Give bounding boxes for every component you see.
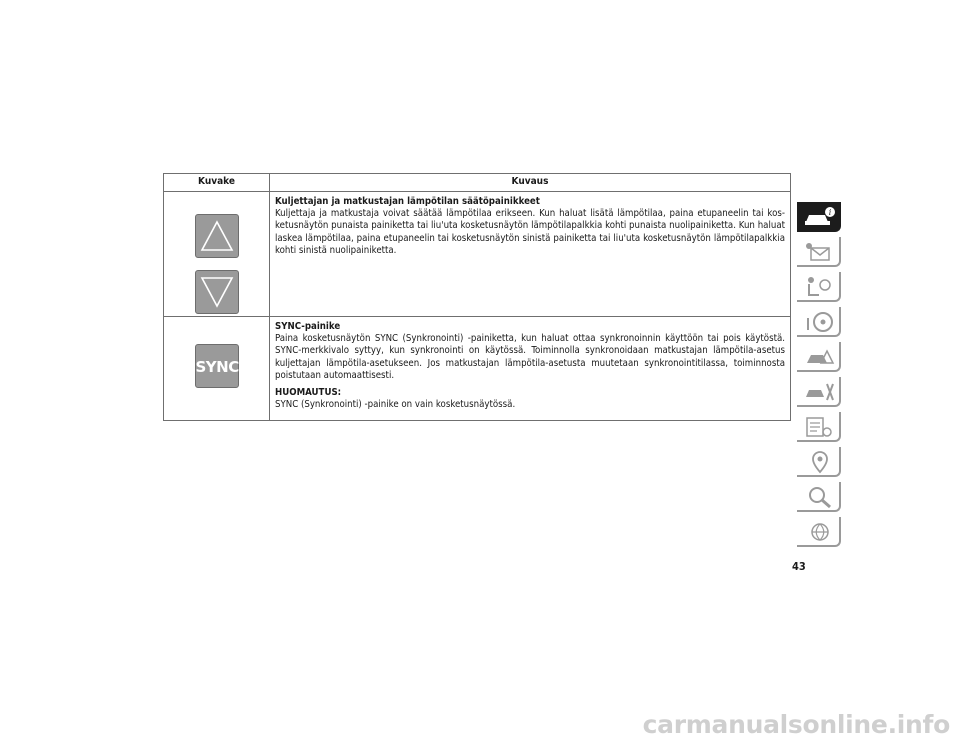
column-header-description: Kuvaus xyxy=(270,174,791,192)
tab-emergency[interactable] xyxy=(797,342,841,372)
chapter-tabs xyxy=(797,202,843,552)
note-text: SYNC (Synkronointi) -painike on vain kosketusnäytössä. xyxy=(275,399,516,411)
table-header-row xyxy=(164,174,791,192)
table-row xyxy=(164,192,791,317)
tab-safety-mail[interactable] xyxy=(797,237,841,267)
car-info-icon xyxy=(803,205,837,229)
tab-languages[interactable] xyxy=(797,517,841,547)
mail-airbag-icon xyxy=(803,240,837,264)
tab-technical[interactable] xyxy=(797,412,841,442)
note-title: HUOMAUTUS: xyxy=(275,387,342,399)
tab-multimedia[interactable] xyxy=(797,447,841,477)
car-tools-icon xyxy=(803,380,837,404)
up-arrow-icon xyxy=(195,214,239,258)
row-title: Kuljettajan ja matkustajan lämpötilan säätöpainikkeet xyxy=(275,196,540,207)
sync-icon: SYNC xyxy=(195,344,239,388)
page-number: 43 xyxy=(792,560,806,573)
steering-wheel-icon xyxy=(803,310,837,334)
magnifier-icon xyxy=(803,485,837,509)
column-header-icon: Kuvake xyxy=(164,174,270,192)
row-text: Paina kosketusnäytön SYNC (Synkronointi) -painiketta, kun haluat ottaa synkronoinnin käyttöön tai pois käytöstä. SYNC-merkkivalo syttyy, kun synkronointi on käytössä. Toiminnolla synkronoidaan matkustajan lämpötila-asetus kuljettajan lämpötila-asetukseen. Jos matkustajan lämpötila-asetusta muutetaan synkronointitilassa, toiminnosta poistutaan automaattisesti. xyxy=(275,333,785,381)
tab-steering[interactable] xyxy=(797,307,841,337)
language-icon xyxy=(803,520,837,544)
watermark: carmanualsonline.info xyxy=(642,710,950,739)
tab-car-info[interactable] xyxy=(797,202,841,232)
car-crash-icon xyxy=(803,345,837,369)
controls-table xyxy=(163,173,791,421)
list-gear-icon xyxy=(803,415,837,439)
icon-cell xyxy=(164,317,270,421)
svg-text:i: i xyxy=(828,208,832,217)
down-arrow-icon xyxy=(195,270,239,314)
row-text: Kuljettaja ja matkustaja voivat säätää lämpötilaa erikseen. Kun haluat lisätä lämpötilaa, paina etupaneelin tai kosketusnäytön punaista painiketta tai liu'uta kosketusnäytön lämpötilapalkkia kohti punaista nuolipainiketta. Kun haluat laskea lämpötilaa, paina etupaneelin tai kosketusnäytön sinistä painiketta tai liu'uta kosketusnäytön lämpötilapalkkia kohti sinistä nuolipainiketta. xyxy=(275,208,785,256)
tab-index[interactable] xyxy=(797,482,841,512)
tab-maintenance[interactable] xyxy=(797,377,841,407)
icon-cell xyxy=(164,192,270,317)
table-row xyxy=(164,317,791,421)
row-title: SYNC-painike xyxy=(275,321,341,332)
seat-airbag-icon xyxy=(803,275,837,299)
description-cell xyxy=(270,192,791,317)
map-pin-icon xyxy=(803,450,837,474)
tab-seat-airbag[interactable] xyxy=(797,272,841,302)
description-cell xyxy=(270,317,791,421)
